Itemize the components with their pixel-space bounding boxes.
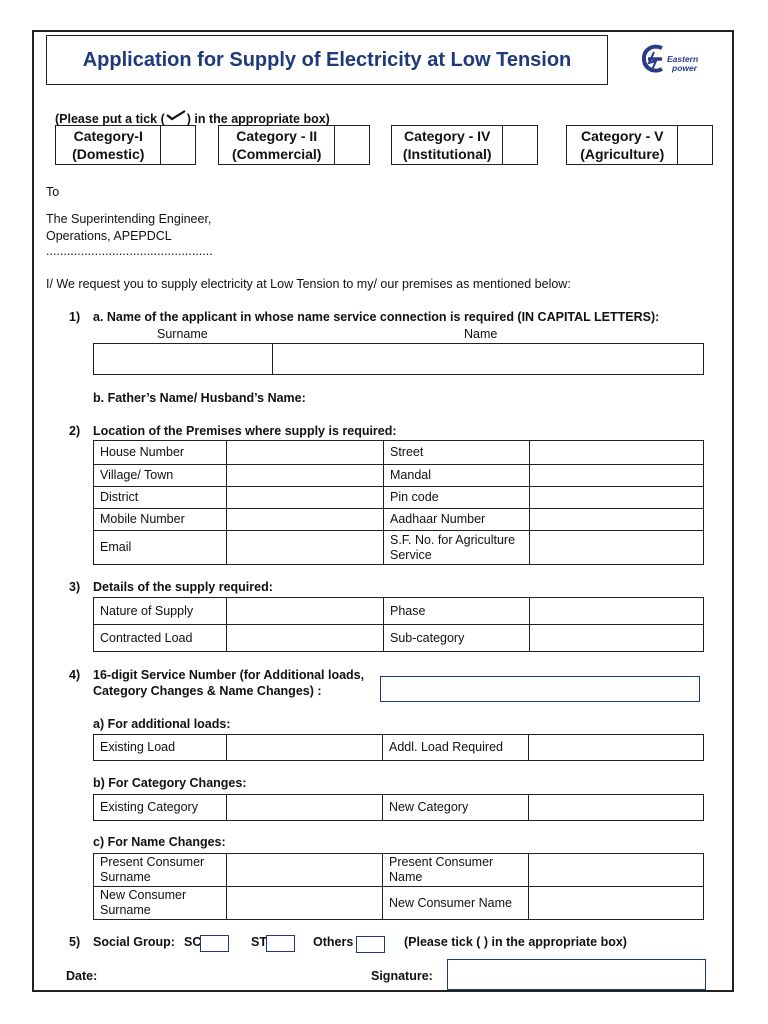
new-name-input[interactable] (529, 887, 704, 920)
field-label: Mobile Number (94, 509, 227, 531)
new-surname-input[interactable] (227, 887, 383, 920)
q3-label: Details of the supply required: (93, 580, 273, 594)
category-domestic-checkbox[interactable] (161, 126, 195, 164)
q2-number: 2) (69, 424, 81, 438)
field-label: Addl. Load Required (383, 735, 529, 761)
category-domestic (55, 125, 196, 165)
category-institutional (391, 125, 538, 165)
date-label: Date: (66, 969, 98, 983)
page-title: Application for Supply of Electricity at Low Tension (82, 48, 572, 71)
table-row (94, 625, 704, 652)
present-name-input[interactable] (529, 854, 704, 887)
field-label: Nature of Supply (94, 598, 227, 625)
phase-input[interactable] (530, 598, 704, 625)
table-row (94, 854, 704, 887)
present-surname-input[interactable] (227, 854, 383, 887)
name-input[interactable] (272, 343, 704, 375)
st-label: ST (251, 935, 267, 949)
village-town-input[interactable] (227, 465, 384, 487)
q3-number: 3) (69, 580, 81, 594)
others-label: Others (313, 935, 354, 949)
email-input[interactable] (227, 531, 384, 565)
house-number-input[interactable] (227, 441, 384, 465)
q4b-label: b) For Category Changes: (93, 776, 247, 790)
field-label: Phase (384, 598, 530, 625)
q2-label: Location of the Premises where supply is required: (93, 424, 397, 438)
existing-category-input[interactable] (227, 795, 383, 821)
q5-note: (Please tick ( ) in the appropriate box) (404, 935, 627, 949)
street-input[interactable] (530, 441, 704, 465)
field-label: Pin code (384, 487, 530, 509)
surname-label: Surname (157, 327, 208, 341)
category-commercial (218, 125, 370, 165)
table-row (94, 465, 704, 487)
existing-load-input[interactable] (227, 735, 383, 761)
q4-label-line2: Category Changes & Name Changes) : (93, 684, 322, 698)
additional-loads-table (93, 734, 704, 761)
field-label: Contracted Load (94, 625, 227, 652)
category-institutional-checkbox[interactable] (503, 126, 537, 164)
sf-number-input[interactable] (530, 531, 704, 565)
sc-label: SC (184, 935, 202, 949)
title-box (46, 35, 608, 85)
field-label: Existing Category (94, 795, 227, 821)
q4a-label: a) For additional loads: (93, 717, 231, 731)
table-row (94, 795, 704, 821)
q4-number: 4) (69, 668, 81, 682)
field-label: Sub-category (384, 625, 530, 652)
name-changes-table (93, 853, 704, 920)
category-changes-table (93, 794, 704, 821)
logo-swirl-icon (640, 42, 670, 78)
field-label: Village/ Town (94, 465, 227, 487)
field-label: Present Consumer Name (383, 854, 529, 887)
request-text: I/ We request you to supply electricity at Low Tension to my/ our premises as mentioned below: (46, 277, 571, 291)
eastern-power-logo (640, 42, 710, 82)
table-row (94, 509, 704, 531)
category-label-line1: Category - V (581, 128, 664, 144)
field-label: Existing Load (94, 735, 227, 761)
pin-code-input[interactable] (530, 487, 704, 509)
field-label: Aadhaar Number (384, 509, 530, 531)
addressee-line2: Operations, APEPDCL (46, 229, 172, 243)
addl-load-input[interactable] (529, 735, 704, 761)
addressee-line1: The Superintending Engineer, (46, 212, 212, 226)
field-label: Street (384, 441, 530, 465)
category-label-line2: (Institutional) (402, 146, 492, 162)
surname-input[interactable] (93, 343, 273, 375)
supply-details-table (93, 597, 704, 652)
field-label: New Consumer Name (383, 887, 529, 920)
q4-label-line1: 16-digit Service Number (for Additional loads, (93, 668, 365, 682)
signature-input[interactable] (447, 959, 706, 990)
addressee-dots: ................................................ (46, 244, 213, 258)
sub-category-input[interactable] (530, 625, 704, 652)
others-checkbox[interactable] (356, 936, 385, 954)
category-label-line1: Category-I (73, 128, 143, 144)
table-row (94, 598, 704, 625)
q5-label: Social Group: (93, 935, 175, 949)
table-row (94, 887, 704, 920)
logo-text-2: power (672, 63, 698, 73)
category-agriculture (566, 125, 713, 165)
q1a-label: a. Name of the applicant in whose name service connection is required (IN CAPITAL LETTERS): (93, 310, 660, 324)
category-label-line1: Category - II (236, 128, 318, 144)
category-label-line2: (Agriculture) (580, 146, 665, 162)
category-commercial-checkbox[interactable] (335, 126, 369, 164)
sc-checkbox[interactable] (200, 935, 229, 953)
service-number-input[interactable] (380, 676, 700, 702)
field-label: House Number (94, 441, 227, 465)
to-label: To (46, 185, 60, 199)
table-row (94, 487, 704, 509)
contracted-load-input[interactable] (227, 625, 384, 652)
category-agriculture-checkbox[interactable] (678, 126, 712, 164)
logo-text-1: Eastern (667, 54, 699, 64)
field-label: District (94, 487, 227, 509)
mandal-input[interactable] (530, 465, 704, 487)
new-category-input[interactable] (529, 795, 704, 821)
field-label: Email (94, 531, 227, 565)
category-label-line2: (Commercial) (231, 146, 322, 162)
name-label: Name (464, 327, 498, 341)
q4c-label: c) For Name Changes: (93, 835, 226, 849)
mobile-number-input[interactable] (227, 509, 384, 531)
district-input[interactable] (227, 487, 384, 509)
checkmark-icon (165, 109, 187, 121)
location-table (93, 440, 704, 565)
aadhaar-number-input[interactable] (530, 509, 704, 531)
q1-number: 1) (69, 310, 81, 324)
table-row (94, 531, 704, 565)
field-label: Mandal (384, 465, 530, 487)
category-label-line1: Category - IV (404, 128, 491, 144)
table-row (94, 441, 704, 465)
signature-label: Signature: (371, 969, 433, 983)
category-label-line2: (Domestic) (72, 146, 145, 162)
field-label: Present Consumer Surname (94, 854, 227, 887)
field-label: New Category (383, 795, 529, 821)
table-row (94, 735, 704, 761)
field-label: New Consumer Surname (94, 887, 227, 920)
tick-note: (Please put a tick ( ) in the appropriate box) (55, 109, 330, 126)
field-label: S.F. No. for Agriculture Service (384, 531, 530, 565)
q1b-label: b. Father’s Name/ Husband’s Name: (93, 391, 306, 405)
q5-number: 5) (69, 935, 81, 949)
st-checkbox[interactable] (266, 935, 295, 953)
nature-of-supply-input[interactable] (227, 598, 384, 625)
